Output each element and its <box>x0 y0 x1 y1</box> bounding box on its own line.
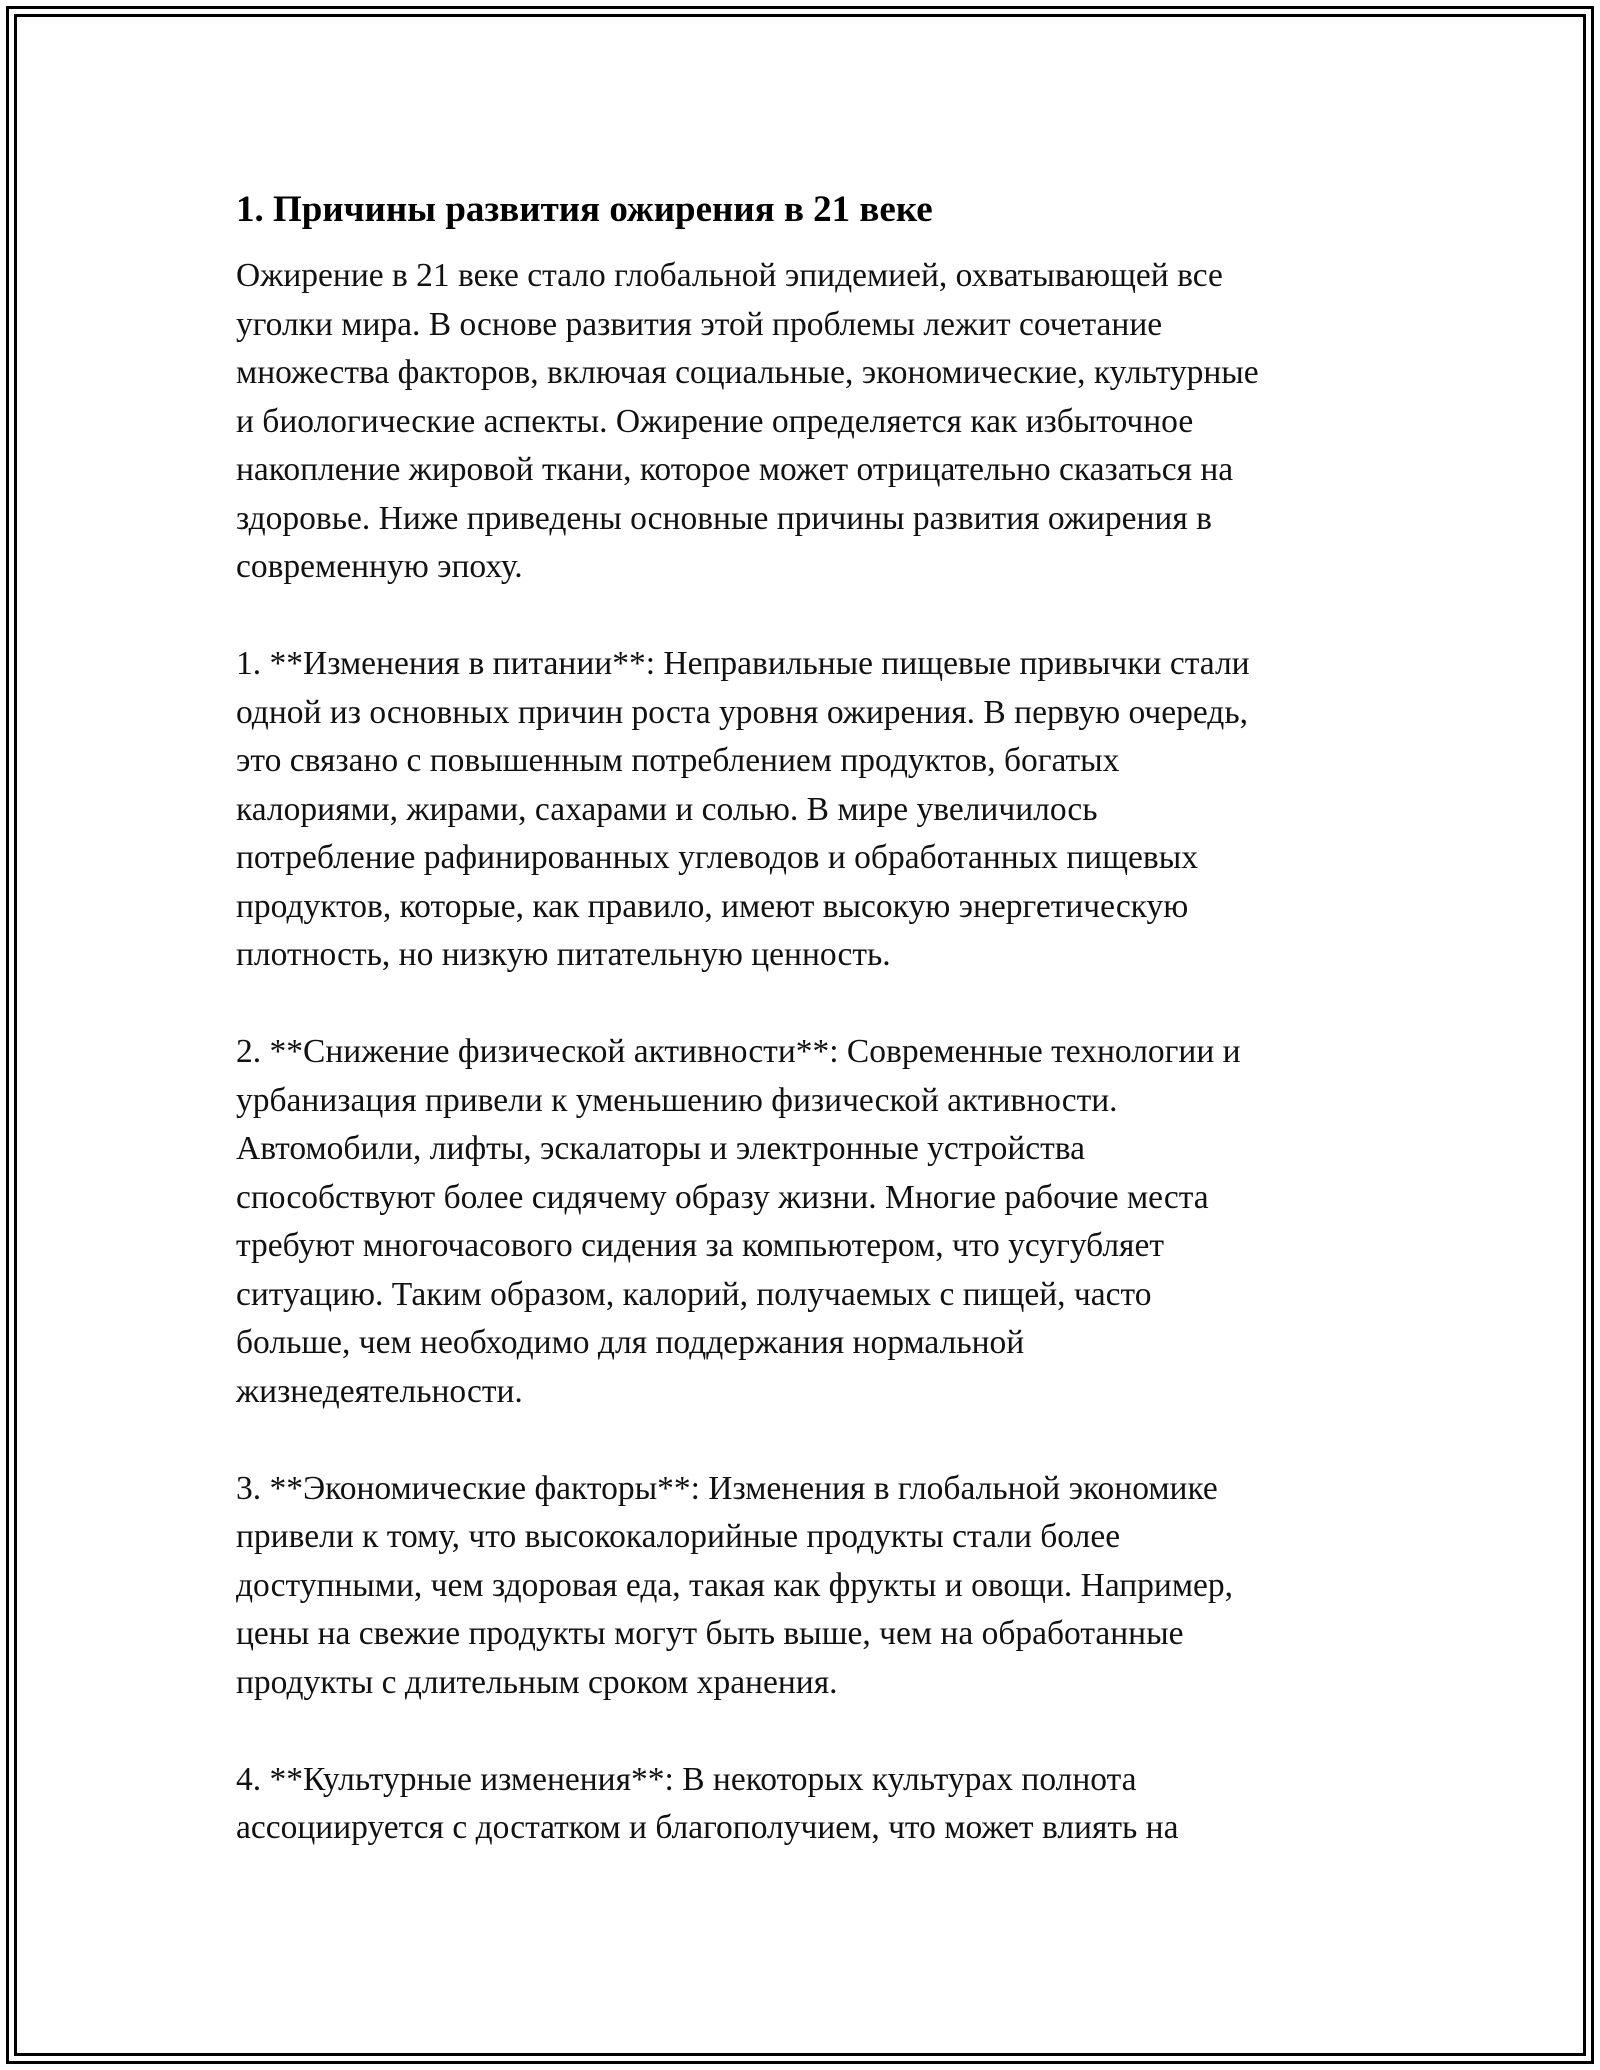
list-item-physical-activity: 2. **Снижение физической активности**: Современные технологии и урбанизация привели к уменьшению физической активности. Автомобили, лифты, эскалаторы и электронные устройства способствуют более сидячему образу жизни. Многие рабочие места требуют многочасового сидения за компьютером, что усугубляет ситуацию. Таким образом, калорий, получаемых с пищей, часто больше, чем необходимо для поддержания нормальной жизнедеятельности. <box>236 1033 1241 1410</box>
document-body <box>236 186 1386 1853</box>
intro-paragraph: Ожирение в 21 веке стало глобальной эпидемией, охватывающей все уголки мира. В основе развития этой проблемы лежит сочетание множества факторов, включая социальные, экономические, культурные и биологические аспекты. Ожирение определяется как избыточное накопление жировой ткани, которое может отрицательно сказаться на здоровье. Ниже приведены основные причины развития ожирения в современную эпоху. <box>236 257 1259 585</box>
list-item-diet-changes: 1. **Изменения в питании**: Неправильные пищевые привычки стали одной из основных причин роста уровня ожирения. В первую очередь, это связано с повышенным потреблением продуктов, богатых калориями, жирами, сахарами и солью. В мире увеличилось потребление рафинированных углеводов и обработанных пищевых продуктов, которые, как правило, имеют высокую энергетическую плотность, но низкую питательную ценность. <box>236 645 1250 973</box>
section-heading: 1. Причины развития ожирения в 21 веке <box>236 189 933 230</box>
list-item-economic-factors: 3. **Экономические факторы**: Изменения в глобальной экономике привели к тому, что высококалорийные продукты стали более доступными, чем здоровая еда, такая как фрукты и овощи. Например, цены на свежие продукты могут быть выше, чем на обработанные продукты с длительным сроком хранения. <box>236 1469 1234 1701</box>
list-item-cultural-changes: 4. **Культурные изменения**: В некоторых культурах полнота ассоциируется с достатком и благополучием, что может влиять на <box>236 1760 1179 1846</box>
